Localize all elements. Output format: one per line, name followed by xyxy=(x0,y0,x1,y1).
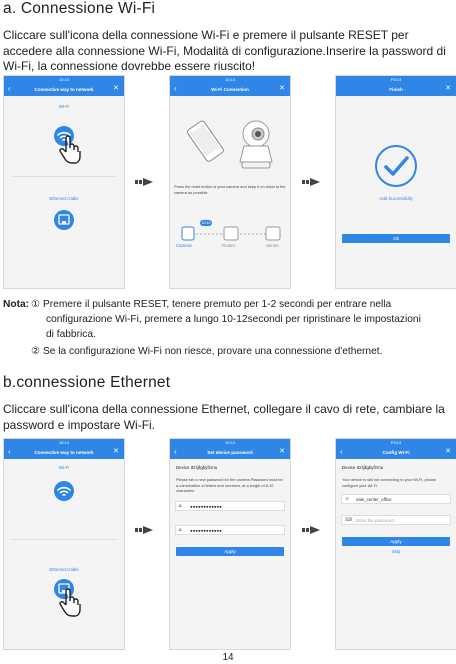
nav-bar xyxy=(4,445,124,459)
close-icon[interactable]: ✕ xyxy=(113,448,119,455)
wifi-password-input[interactable] xyxy=(341,515,451,525)
back-icon[interactable]: ‹ xyxy=(174,84,177,93)
nav-title: Connective way to network xyxy=(34,449,94,455)
nota-item2: ② Se la configurazione Wi-Fi non riesce, provare una connessione d'ethernet. xyxy=(31,346,383,357)
close-icon[interactable]: ✕ xyxy=(113,85,119,92)
success-check-icon xyxy=(374,144,418,188)
back-icon[interactable]: ‹ xyxy=(8,84,11,93)
hand-pointer-icon xyxy=(58,134,84,164)
ethernet-icon xyxy=(54,210,74,230)
divider xyxy=(12,176,116,177)
nav-title: Wi-Fi Connection xyxy=(211,86,249,92)
arrow-right-icon xyxy=(135,178,153,186)
skip-link[interactable]: Skip xyxy=(391,549,401,554)
wifi-small-icon: ≋ xyxy=(345,496,350,502)
password-value: ●●●●●●●●●●●● xyxy=(190,503,222,509)
phone-b1-screenshot xyxy=(3,438,125,650)
nav-bar xyxy=(336,445,456,459)
close-icon[interactable]: ✕ xyxy=(279,448,285,455)
wifi-config-description: Your device is still not connecting to your Wi-Fi, please configure your Wi-Fi. xyxy=(342,477,436,488)
back-icon[interactable]: ‹ xyxy=(340,447,343,456)
phone-b2-screenshot xyxy=(169,438,291,650)
nota-item1-line3: di fabbrica. xyxy=(46,329,96,340)
back-icon[interactable]: ‹ xyxy=(174,447,177,456)
nota-item1-line2: configurazione Wi-Fi, premere a lungo 10-12secondi per ripristinare le impostazioni xyxy=(46,314,421,325)
divider xyxy=(12,539,116,540)
phone-camera-illustration xyxy=(184,108,278,172)
section-b-body: Cliccare sull'icona della connessione Ethernet, collegare il cavo di rete, cambiare la password e impostare Wi-Fi. xyxy=(3,402,445,432)
status-bar: 10:10 xyxy=(4,76,124,82)
ssid-select[interactable] xyxy=(341,494,451,504)
ssid-value: sale_center_office xyxy=(356,496,392,502)
phone-a3-screenshot xyxy=(335,75,456,289)
arrow-right-icon xyxy=(135,526,153,534)
section-b-title: b.connessione Ethernet xyxy=(3,374,171,391)
nota-label: Nota: xyxy=(3,299,30,310)
back-icon[interactable]: ‹ xyxy=(8,447,11,456)
ok-button[interactable]: Ok xyxy=(342,234,450,243)
section-a-body: Cliccare sull'icona della connessione Wi-Fi e premere il pulsante RESET per accedere alla connessione Wi-Fi, Modalità di configurazione.Inserire la password di Wi-Fi, la connessione dovrebbe essere riuscito! xyxy=(3,28,446,73)
password-field[interactable] xyxy=(175,501,285,511)
device-id: Device ID:tjllgbyfzrnu xyxy=(342,465,384,470)
success-text: Add Successfully xyxy=(379,196,413,201)
reset-hint: Press the reset button of your camera and keep it on show to the camera as possible xyxy=(174,184,286,195)
nav-title: Connective way to network xyxy=(34,86,94,92)
status-bar: 10:10 xyxy=(170,76,290,82)
nav-title: Set device password xyxy=(207,449,253,455)
nav-bar xyxy=(4,82,124,96)
status-bar: 10:10 xyxy=(170,439,290,445)
nota-item1-line1: ① Premere il pulsante RESET, tenere premuto per 1-2 secondi per entrare nella xyxy=(31,299,392,310)
status-bar: P10:3 xyxy=(336,76,456,82)
lock-icon: 🔒︎ xyxy=(179,527,182,533)
status-bar: P10:3 xyxy=(336,439,456,445)
apply-button[interactable]: Apply xyxy=(176,547,284,556)
keyboard-icon: ⌨︎ xyxy=(345,517,353,523)
wifi-icon xyxy=(54,481,74,501)
wifi-password-placeholder: Enter the password xyxy=(356,517,394,523)
wifi-label: Wi-Fi xyxy=(58,465,70,470)
wifi-connect-button[interactable] xyxy=(54,481,74,501)
phone-a1-screenshot xyxy=(3,75,125,289)
nav-bar xyxy=(170,445,290,459)
nav-title: Finish xyxy=(389,86,403,92)
ethernet-label: Ethernet Cable xyxy=(49,196,79,201)
nav-title: Config Wi-Fi xyxy=(382,449,410,455)
password-description: Please set a new password for the camera,Password must be a combination of letters and numbers, at a length of 8-32 characters xyxy=(176,477,283,494)
wifi-label: Wi-Fi xyxy=(58,104,70,109)
arrow-right-icon xyxy=(302,526,320,534)
phone-a2-screenshot xyxy=(169,75,291,289)
confirm-password-value: ●●●●●●●●●●●● xyxy=(190,527,222,533)
ethernet-connect-button[interactable] xyxy=(54,210,74,230)
progress-pill: 10:10 xyxy=(201,221,211,225)
ethernet-label: Ethernet Cable xyxy=(49,567,79,572)
close-icon[interactable]: ✕ xyxy=(445,448,451,455)
page-number: 14 xyxy=(222,652,234,663)
nav-bar xyxy=(336,82,456,96)
apply-button[interactable]: Apply xyxy=(342,537,450,546)
close-icon[interactable]: ✕ xyxy=(279,85,285,92)
close-icon[interactable]: ✕ xyxy=(445,85,451,92)
lock-icon: 🔒︎ xyxy=(179,503,182,509)
confirm-password-field[interactable] xyxy=(175,525,285,535)
phone-b3-screenshot xyxy=(335,438,456,650)
step-router-label: Router xyxy=(222,243,236,248)
nav-bar xyxy=(170,82,290,96)
step-camera-label: Camera xyxy=(176,243,192,248)
section-a-title: a. Connessione Wi-Fi xyxy=(3,0,156,17)
status-bar: 10:10 xyxy=(4,439,124,445)
device-id: Device ID:tjllgbyfzrnu xyxy=(176,465,218,470)
arrow-right-icon xyxy=(302,178,320,186)
step-server-label: Server xyxy=(266,243,279,248)
hand-pointer-icon xyxy=(58,587,84,617)
